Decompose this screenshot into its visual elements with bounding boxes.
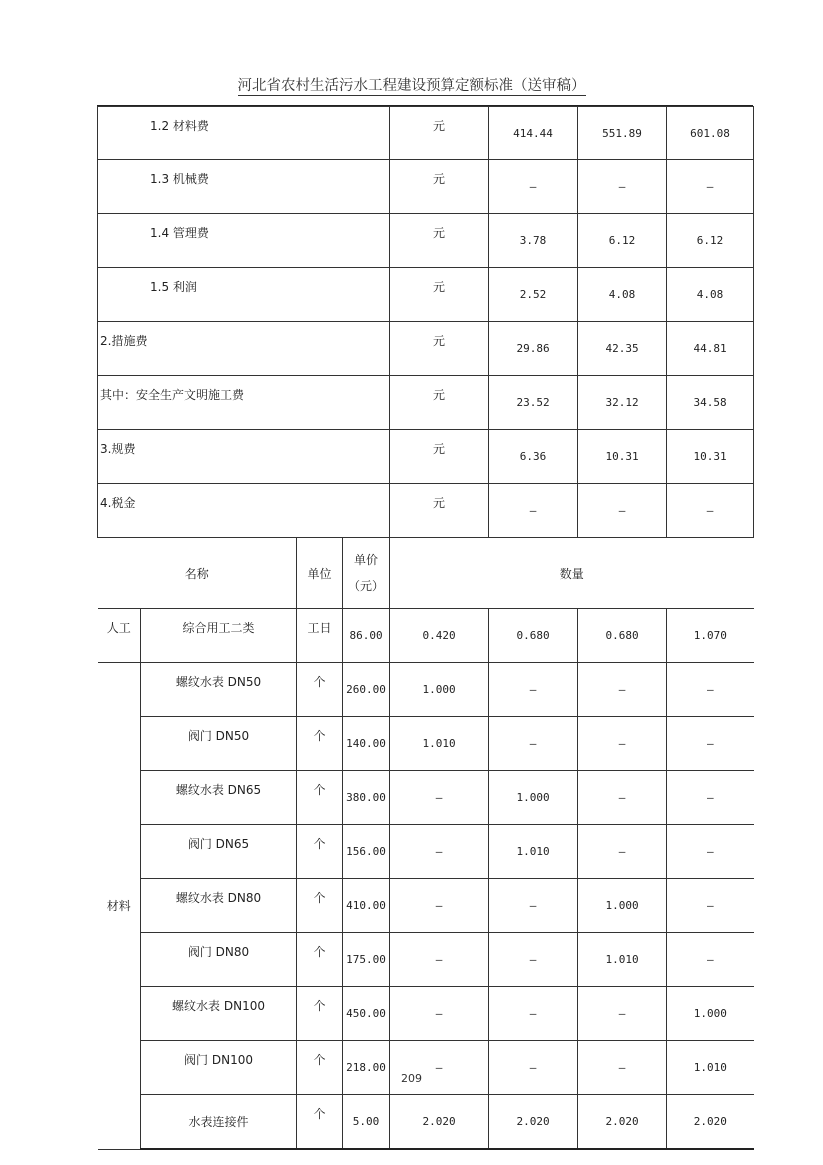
- table-row: [98, 107, 754, 160]
- value-cell: 2.020: [578, 1095, 667, 1150]
- item-unit: 个: [297, 1095, 343, 1150]
- value-cell: –: [578, 825, 667, 879]
- value-cell: –: [489, 160, 578, 214]
- value-cell: –: [390, 879, 489, 933]
- value-cell: 1.010: [489, 825, 578, 879]
- item-unit: 个: [297, 1041, 343, 1095]
- item-unit: 个: [297, 933, 343, 987]
- row-label: 1.4 管理费: [98, 214, 390, 268]
- item-name: 综合用工二类: [141, 609, 297, 663]
- value-cell: 6.12: [667, 214, 754, 268]
- table-row: [98, 825, 754, 879]
- value-cell: 6.12: [578, 214, 667, 268]
- value-cell: –: [578, 663, 667, 717]
- table-row: [98, 484, 754, 538]
- value-cell: 1.010: [667, 1041, 754, 1095]
- item-unit: 个: [297, 879, 343, 933]
- value-cell: 1.000: [489, 771, 578, 825]
- value-cell: 601.08: [667, 107, 754, 160]
- value-cell: –: [578, 160, 667, 214]
- category-cell: 人工: [98, 609, 141, 663]
- value-cell: –: [667, 879, 754, 933]
- unit-cell: 元: [390, 484, 489, 538]
- item-name: 阀门 DN100: [141, 1041, 297, 1095]
- row-label: 其中：安全生产文明施工费: [98, 376, 390, 430]
- value-cell: –: [667, 771, 754, 825]
- table-row: [98, 933, 754, 987]
- item-name: 螺纹水表 DN50: [141, 663, 297, 717]
- value-cell: –: [390, 933, 489, 987]
- value-cell: 23.52: [489, 376, 578, 430]
- unit-cell: 元: [390, 430, 489, 484]
- value-cell: 1.010: [578, 933, 667, 987]
- value-cell: 42.35: [578, 322, 667, 376]
- category-cell: 材料: [98, 663, 141, 1150]
- header-name: 名称: [98, 538, 297, 609]
- table-row: [98, 663, 754, 717]
- value-cell: –: [578, 484, 667, 538]
- value-cell: 2.020: [489, 1095, 578, 1150]
- item-price: 175.00: [343, 933, 390, 987]
- unit-cell: 元: [390, 268, 489, 322]
- table-row: [98, 771, 754, 825]
- item-name: 阀门 DN50: [141, 717, 297, 771]
- value-cell: –: [489, 484, 578, 538]
- table-row: [98, 1095, 754, 1150]
- quota-table: [97, 106, 754, 1150]
- value-cell: –: [489, 879, 578, 933]
- value-cell: 2.020: [667, 1095, 754, 1150]
- value-cell: –: [578, 1041, 667, 1095]
- value-cell: 6.36: [489, 430, 578, 484]
- value-cell: 10.31: [578, 430, 667, 484]
- value-cell: –: [390, 825, 489, 879]
- value-cell: 2.52: [489, 268, 578, 322]
- header-unit-price: [343, 538, 390, 609]
- value-cell: 1.000: [667, 987, 754, 1041]
- item-price: 156.00: [343, 825, 390, 879]
- row-label: 2.措施费: [98, 322, 390, 376]
- value-cell: 0.420: [390, 609, 489, 663]
- row-label: 3.规费: [98, 430, 390, 484]
- table-row: [98, 322, 754, 376]
- row-label: 1.3 机械费: [98, 160, 390, 214]
- unit-cell: 元: [390, 107, 489, 160]
- value-cell: 32.12: [578, 376, 667, 430]
- item-unit: 工日: [297, 609, 343, 663]
- item-name: 阀门 DN80: [141, 933, 297, 987]
- page-number: 209: [401, 1072, 422, 1085]
- item-unit: 个: [297, 987, 343, 1041]
- item-unit: 个: [297, 771, 343, 825]
- header-unit-price-line2: （元）: [348, 579, 385, 593]
- value-cell: –: [578, 987, 667, 1041]
- unit-cell: 元: [390, 214, 489, 268]
- value-cell: 1.000: [578, 879, 667, 933]
- value-cell: –: [489, 1041, 578, 1095]
- table-row: [98, 160, 754, 214]
- value-cell: 10.31: [667, 430, 754, 484]
- item-unit: 个: [297, 717, 343, 771]
- item-name: 螺纹水表 DN100: [141, 987, 297, 1041]
- item-price: 450.00: [343, 987, 390, 1041]
- header-unit-price-line1: 单价: [354, 553, 379, 567]
- value-cell: –: [578, 771, 667, 825]
- value-cell: –: [667, 160, 754, 214]
- item-price: 410.00: [343, 879, 390, 933]
- value-cell: –: [489, 663, 578, 717]
- row-label: 1.2 材料费: [98, 107, 390, 160]
- value-cell: 4.08: [578, 268, 667, 322]
- table-row: [98, 609, 754, 663]
- table-row: [98, 430, 754, 484]
- item-name: 螺纹水表 DN80: [141, 879, 297, 933]
- value-cell: 1.070: [667, 609, 754, 663]
- table-row: [98, 879, 754, 933]
- value-cell: 0.680: [489, 609, 578, 663]
- value-cell: –: [390, 987, 489, 1041]
- value-cell: –: [390, 1041, 489, 1095]
- value-cell: –: [390, 771, 489, 825]
- item-unit: 个: [297, 663, 343, 717]
- value-cell: –: [489, 987, 578, 1041]
- table-row: [98, 1041, 754, 1095]
- item-price: 260.00: [343, 663, 390, 717]
- item-price: 380.00: [343, 771, 390, 825]
- unit-cell: 元: [390, 376, 489, 430]
- row-label: 4.税金: [98, 484, 390, 538]
- value-cell: 414.44: [489, 107, 578, 160]
- value-cell: 2.020: [390, 1095, 489, 1150]
- item-price: 140.00: [343, 717, 390, 771]
- item-price: 86.00: [343, 609, 390, 663]
- value-cell: 4.08: [667, 268, 754, 322]
- row-label: 1.5 利润: [98, 268, 390, 322]
- value-cell: –: [489, 933, 578, 987]
- value-cell: –: [667, 717, 754, 771]
- value-cell: –: [667, 663, 754, 717]
- unit-cell: 元: [390, 322, 489, 376]
- table-row: [98, 717, 754, 771]
- item-unit: 个: [297, 825, 343, 879]
- value-cell: 1.010: [390, 717, 489, 771]
- page-title: 河北省农村生活污水工程建设预算定额标准（送审稿）: [237, 78, 586, 94]
- item-price: 5.00: [343, 1095, 390, 1150]
- item-name: 螺纹水表 DN65: [141, 771, 297, 825]
- unit-cell: 元: [390, 160, 489, 214]
- item-price: 218.00: [343, 1041, 390, 1095]
- table-row: [98, 214, 754, 268]
- value-cell: –: [489, 717, 578, 771]
- value-cell: –: [667, 825, 754, 879]
- value-cell: –: [667, 933, 754, 987]
- table-row: [98, 268, 754, 322]
- value-cell: 3.78: [489, 214, 578, 268]
- value-cell: –: [578, 717, 667, 771]
- value-cell: 1.000: [390, 663, 489, 717]
- value-cell: –: [667, 484, 754, 538]
- table-header-row: [98, 538, 754, 609]
- value-cell: 29.86: [489, 322, 578, 376]
- value-cell: 34.58: [667, 376, 754, 430]
- value-cell: 0.680: [578, 609, 667, 663]
- value-cell: 44.81: [667, 322, 754, 376]
- header-quantity: 数量: [390, 538, 754, 609]
- item-name: 水表连接件: [141, 1095, 297, 1150]
- item-name: 阀门 DN65: [141, 825, 297, 879]
- header-unit: 单位: [297, 538, 343, 609]
- value-cell: 551.89: [578, 107, 667, 160]
- table-row: [98, 376, 754, 430]
- table-row: [98, 987, 754, 1041]
